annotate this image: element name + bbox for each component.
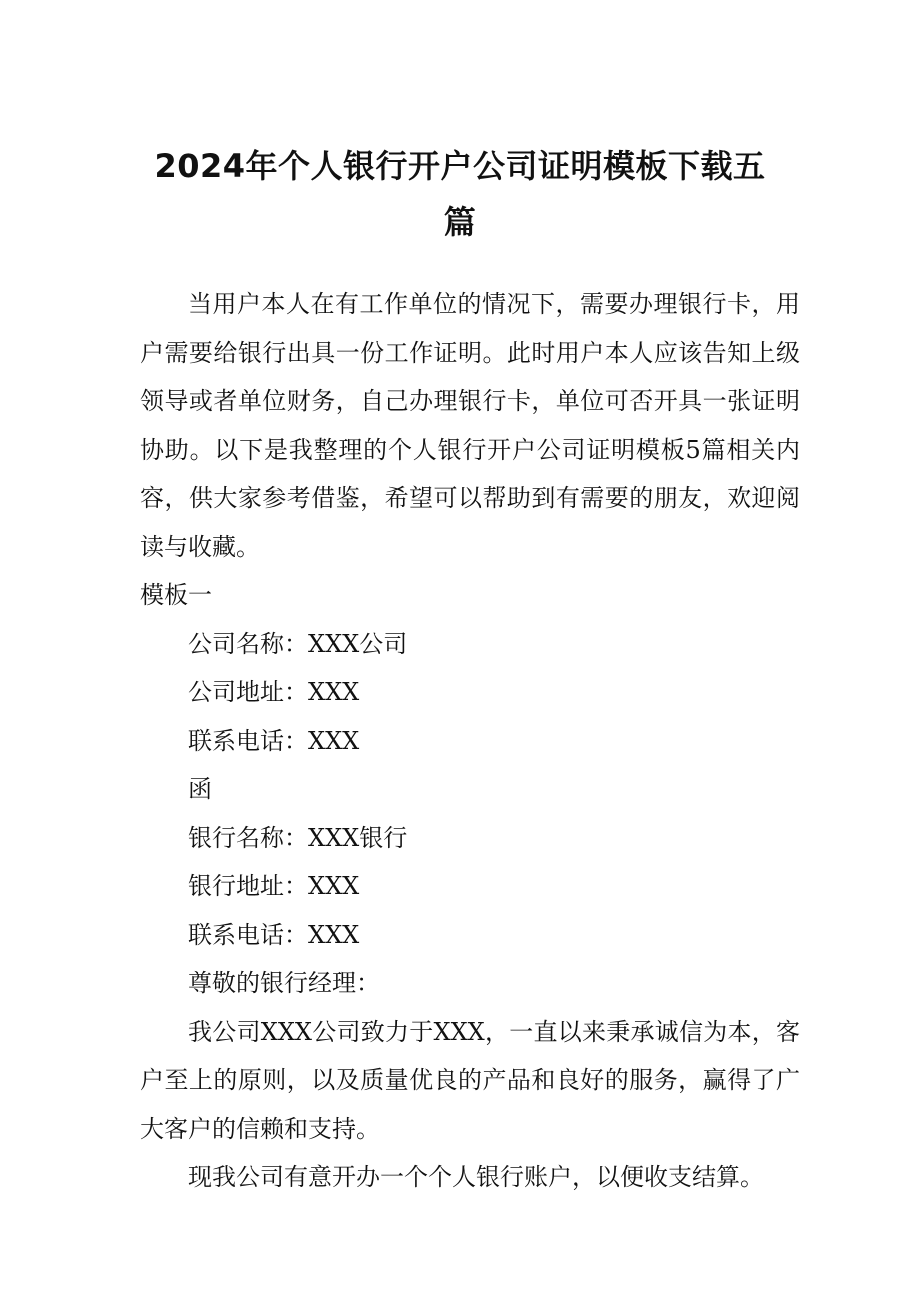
body-paragraph-1: 我公司XXX公司致力于XXX，一直以来秉承诚信为本，客户至上的原则，以及质量优良的产品和良好的服务，赢得了广大客户的信赖和支持。 xyxy=(140,1017,800,1143)
bank-name-line: 银行名称：XXX银行 xyxy=(188,823,408,852)
document-body xyxy=(140,280,800,1202)
bank-phone-line: 联系电话：XXX xyxy=(188,920,360,949)
intro-paragraph: 当用户本人在有工作单位的情况下，需要办理银行卡，用户需要给银行出具一份工作证明。此时用户本人应该告知上级领导或者单位财务，自己办理银行卡，单位可否开具一张证明协助。以下是我整理的个人银行开户公司证明模板5篇相关内容，供大家参考借鉴，希望可以帮助到有需要的朋友，欢迎阅读与收藏。 xyxy=(140,290,800,561)
body-paragraph-2: 现我公司有意开办一个个人银行账户，以便收支结算。 xyxy=(188,1163,764,1191)
document-title: 2024年个人银行开户公司证明模板下载五篇 xyxy=(154,147,766,241)
bank-address-line: 银行地址：XXX xyxy=(188,872,360,900)
section-heading: 模板一 xyxy=(140,581,212,609)
company-phone-line: 联系电话：XXX xyxy=(188,726,360,755)
salutation-line: 尊敬的银行经理： xyxy=(188,969,380,997)
letter-label: 函 xyxy=(188,775,212,803)
company-name-line: 公司名称：XXX公司 xyxy=(188,629,408,658)
company-address-line: 公司地址：XXX xyxy=(188,678,360,706)
